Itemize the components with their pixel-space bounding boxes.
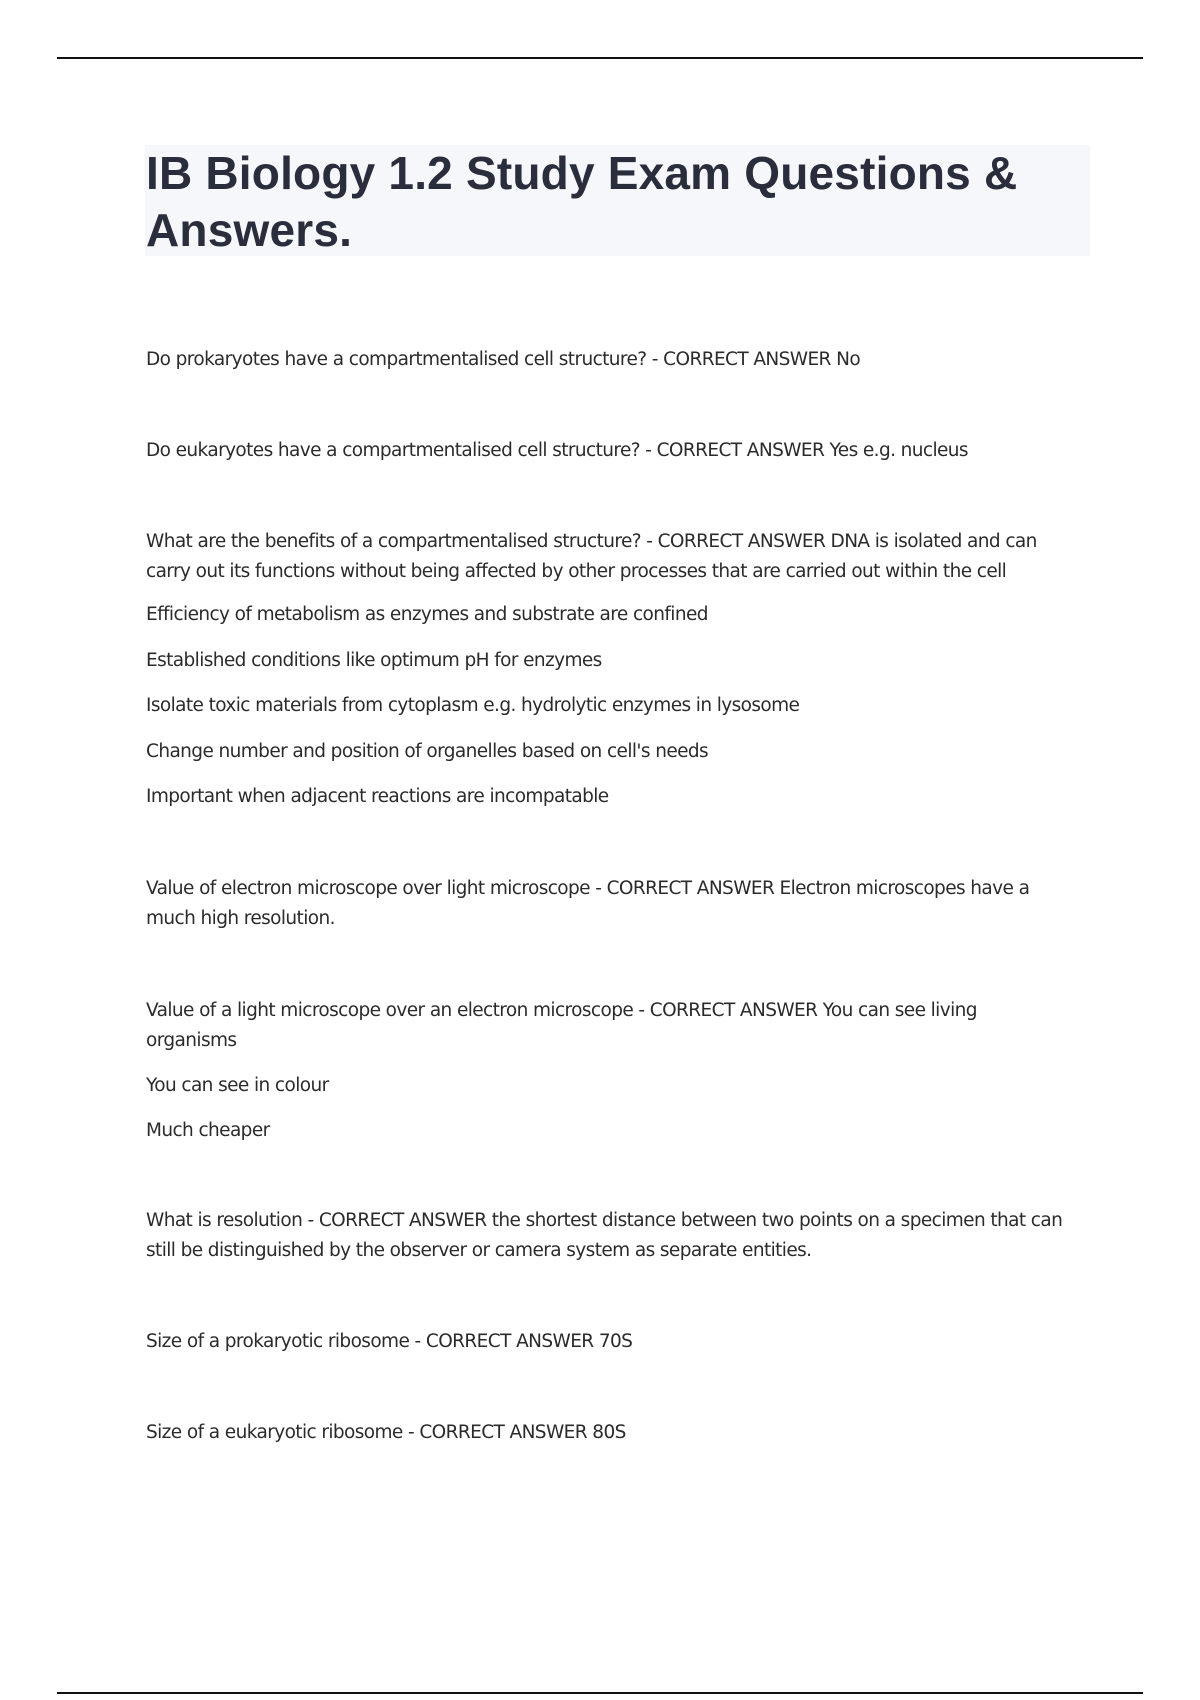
qa-text: Do eukaryotes have a compartmentalised cell structure? - CORRECT ANSWER Yes e.g. nucleus <box>146 440 968 461</box>
qa-item-6 <box>146 1206 1076 1266</box>
qa-text: Do prokaryotes have a compartmentalised cell structure? - CORRECT ANSWER No <box>146 349 861 370</box>
qa-item-7 <box>146 1327 1076 1357</box>
qa-text: What are the benefits of a compartmentalised structure? - CORRECT ANSWER DNA is isolated and can carry out its functions without being affected by other processes that are carried out within the cell <box>146 531 1037 582</box>
qa-sub-line: Isolate toxic materials from cytoplasm e.g. hydrolytic enzymes in lysosome <box>146 695 800 716</box>
qa-sub-line: You can see in colour <box>146 1075 329 1096</box>
qa-sub-line: Important when adjacent reactions are incompatable <box>146 786 609 807</box>
qa-item-8 <box>146 1418 1076 1448</box>
qa-sub-line: Change number and position of organelles based on cell's needs <box>146 741 709 762</box>
qa-item-5 <box>146 996 1076 1146</box>
bottom-rule <box>57 1692 1143 1694</box>
top-rule <box>57 57 1143 59</box>
qa-text: Size of a eukaryotic ribosome - CORRECT ANSWER 80S <box>146 1422 626 1443</box>
qa-text: What is resolution - CORRECT ANSWER the shortest distance between two points on a specimen that can still be distinguished by the observer or camera system as separate entities. <box>146 1210 1063 1261</box>
qa-sub-line: Much cheaper <box>146 1120 270 1141</box>
qa-item-2 <box>146 436 1076 466</box>
qa-sub-line: Established conditions like optimum pH for enzymes <box>146 650 602 671</box>
qa-item-3 <box>146 527 1076 812</box>
qa-item-1 <box>146 345 1076 375</box>
qa-text: Value of electron microscope over light microscope - CORRECT ANSWER Electron microscopes have a much high resolution. <box>146 878 1030 929</box>
qa-sub-line: Efficiency of metabolism as enzymes and substrate are confined <box>146 604 708 625</box>
qa-text: Size of a prokaryotic ribosome - CORRECT ANSWER 70S <box>146 1331 633 1352</box>
document-title: IB Biology 1.2 Study Exam Questions & Answers. <box>146 147 1018 256</box>
qa-item-4 <box>146 874 1076 934</box>
qa-text: Value of a light microscope over an electron microscope - CORRECT ANSWER You can see living organisms <box>146 1000 977 1051</box>
